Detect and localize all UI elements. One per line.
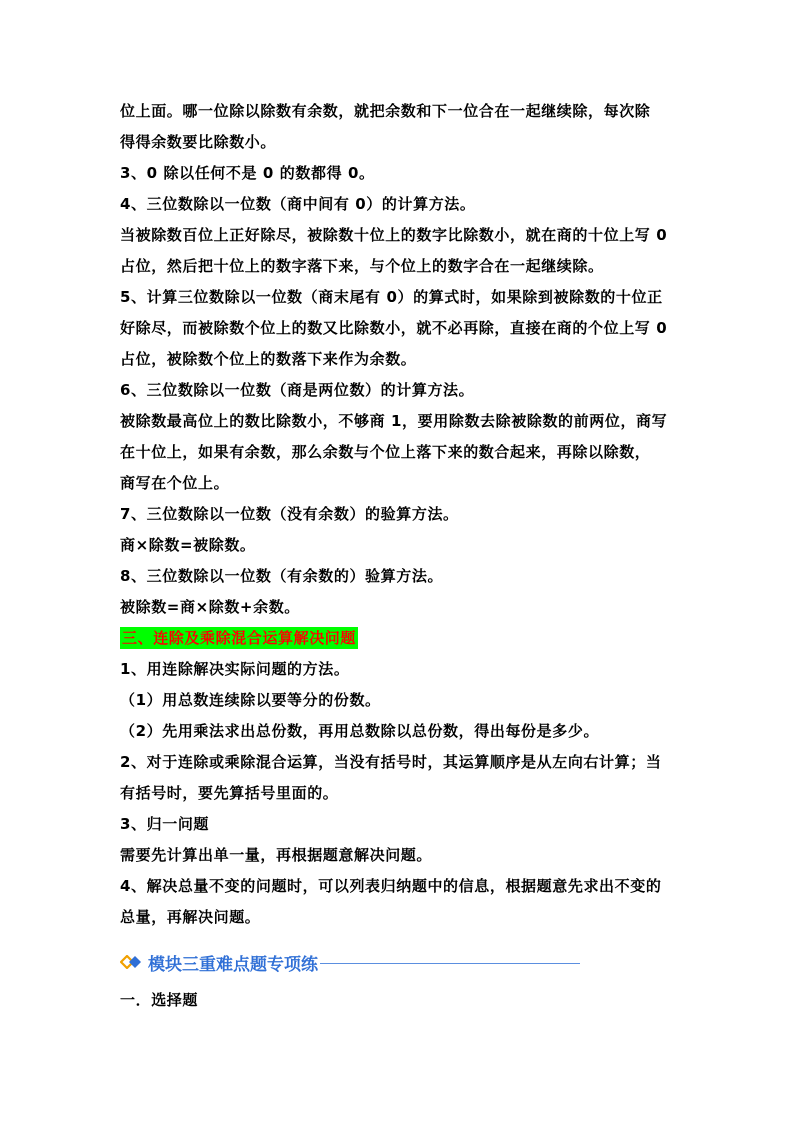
text-line: 商×除数=被除数。 [120, 536, 256, 554]
text-line: 7、三位数除以一位数（没有余数）的验算方法。 [120, 505, 459, 523]
text-line: 总量，再解决问题。 [120, 908, 261, 926]
text-line: 得得余数要比除数小。 [120, 133, 277, 151]
text-line: 3、0 除以任何不是 0 的数都得 0。 [120, 164, 375, 182]
text-line: 当被除数百位上正好除尽，被除数十位上的数字比除数小，就在商的十位上写 0 [120, 226, 668, 244]
text-line: 商写在个位上。 [120, 474, 230, 492]
text-line: 4、三位数除以一位数（商中间有 0）的计算方法。 [120, 195, 476, 213]
text-line: 位上面。哪一位除以除数有余数，就把余数和下一位合在一起继续除，每次除 [120, 102, 651, 120]
document-content [120, 96, 680, 1016]
text-line: 6、三位数除以一位数（商是两位数）的计算方法。 [120, 381, 475, 399]
section-heading-row [120, 623, 680, 654]
text-line: 占位，然后把十位上的数字落下来，与个位上的数字合在一起继续除。 [120, 257, 604, 275]
text-line: 需要先计算出单一量，再根据题意解决问题。 [120, 846, 433, 864]
text-line: 8、三位数除以一位数（有余数的）验算方法。 [120, 567, 444, 585]
text-line: 占位，被除数个位上的数落下来作为余数。 [120, 350, 417, 368]
text-line: 2、对于连除或乘除混合运算，当没有括号时，其运算顺序是从左向右计算；当 [120, 753, 662, 771]
text-line: 3、归一问题 [120, 815, 210, 833]
text-line: 4、解决总量不变的问题时，可以列表归纳题中的信息，根据题意先求出不变的 [120, 877, 662, 895]
subheading: 一．选择题 [120, 991, 199, 1009]
text-line: （1）用总数连续除以要等分的份数。 [120, 691, 381, 709]
section-heading: 三、连除及乘除混合运算解决问题 [122, 629, 357, 647]
text-line: 好除尽，而被除数个位上的数又比除数小，就不必再除，直接在商的个位上写 0 [120, 319, 668, 337]
text-line: 有括号时，要先算括号里面的。 [120, 784, 339, 802]
text-line: （2）先用乘法求出总份数，再用总数除以总份数，得出每份是多少。 [120, 722, 600, 740]
text-line: 被除数=商×除数+余数。 [120, 598, 300, 616]
double-diamond-icon [120, 955, 142, 969]
module-divider [320, 963, 580, 964]
module-heading [120, 945, 680, 979]
text-line: 1、用连除解决实际问题的方法。 [120, 660, 350, 678]
module-title: 模块三重难点题专项练 [148, 954, 318, 975]
text-line: 被除数最高位上的数比除数小，不够商 1，要用除数去除被除数的前两位，商写 [120, 412, 668, 430]
text-line: 5、计算三位数除以一位数（商末尾有 0）的算式时，如果除到被除数的十位正 [120, 288, 663, 306]
text-line: 在十位上，如果有余数，那么余数与个位上落下来的数合起来，再除以除数， [120, 443, 651, 461]
